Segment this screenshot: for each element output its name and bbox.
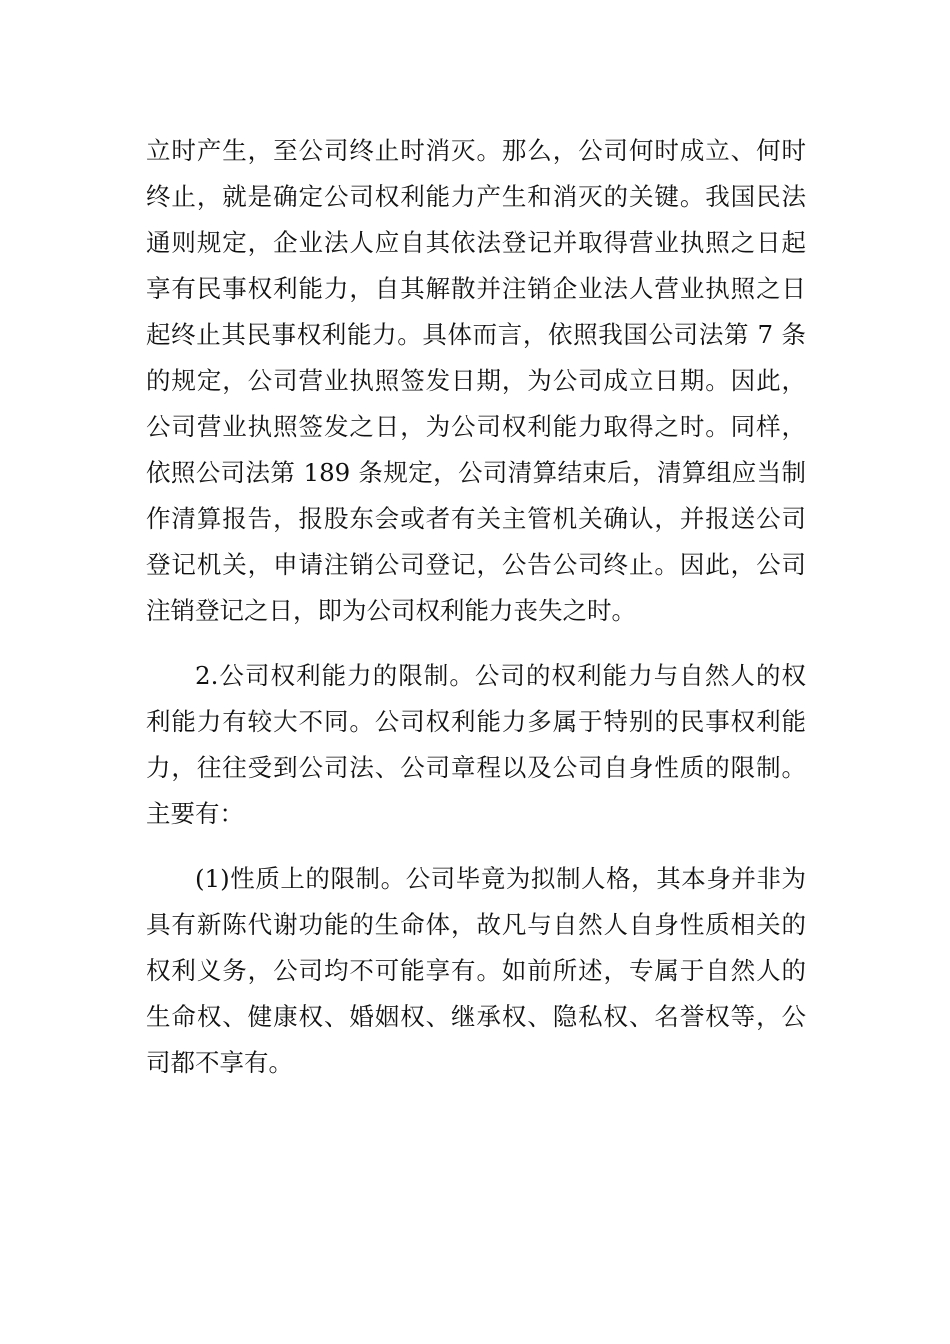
- document-body: [146, 128, 806, 1086]
- paragraph-capacity-limits: 2.公司权利能力的限制。公司的权利能力与自然人的权利能力有较大不同。公司权利能力多属于特别的民事权利能力，往往受到公司法、公司章程以及公司自身性质的限制。主要有：: [146, 661, 806, 828]
- paragraph-continued: 立时产生，至公司终止时消灭。那么，公司何时成立、何时终止，就是确定公司权利能力产生和消灭的关键。我国民法通则规定，企业法人应自其依法登记并取得营业执照之日起享有民事权利能力，自其解散并注销企业法人营业执照之日起终止其民事权利能力。具体而言，依照我国公司法第 7 条的规定，公司营业执照签发日期，为公司成立日期。因此，公司营业执照签发之日，为公司权利能力取得之时。同样，依照公司法第 189 条规定，公司清算结束后，清算组应当制作清算报告，报股东会或者有关主管机关确认，并报送公司登记机关，申请注销公司登记，公告公司终止。因此，公司注销登记之日，即为公司权利能力丧失之时。: [146, 136, 806, 625]
- paragraph-nature-limits: (1)性质上的限制。公司毕竟为拟制人格，其本身并非为具有新陈代谢功能的生命体，故凡与自然人自身性质相关的权利义务，公司均不可能享有。如前所述，专属于自然人的生命权、健康权、婚姻权、继承权、隐私权、名誉权等，公司都不享有。: [146, 864, 806, 1077]
